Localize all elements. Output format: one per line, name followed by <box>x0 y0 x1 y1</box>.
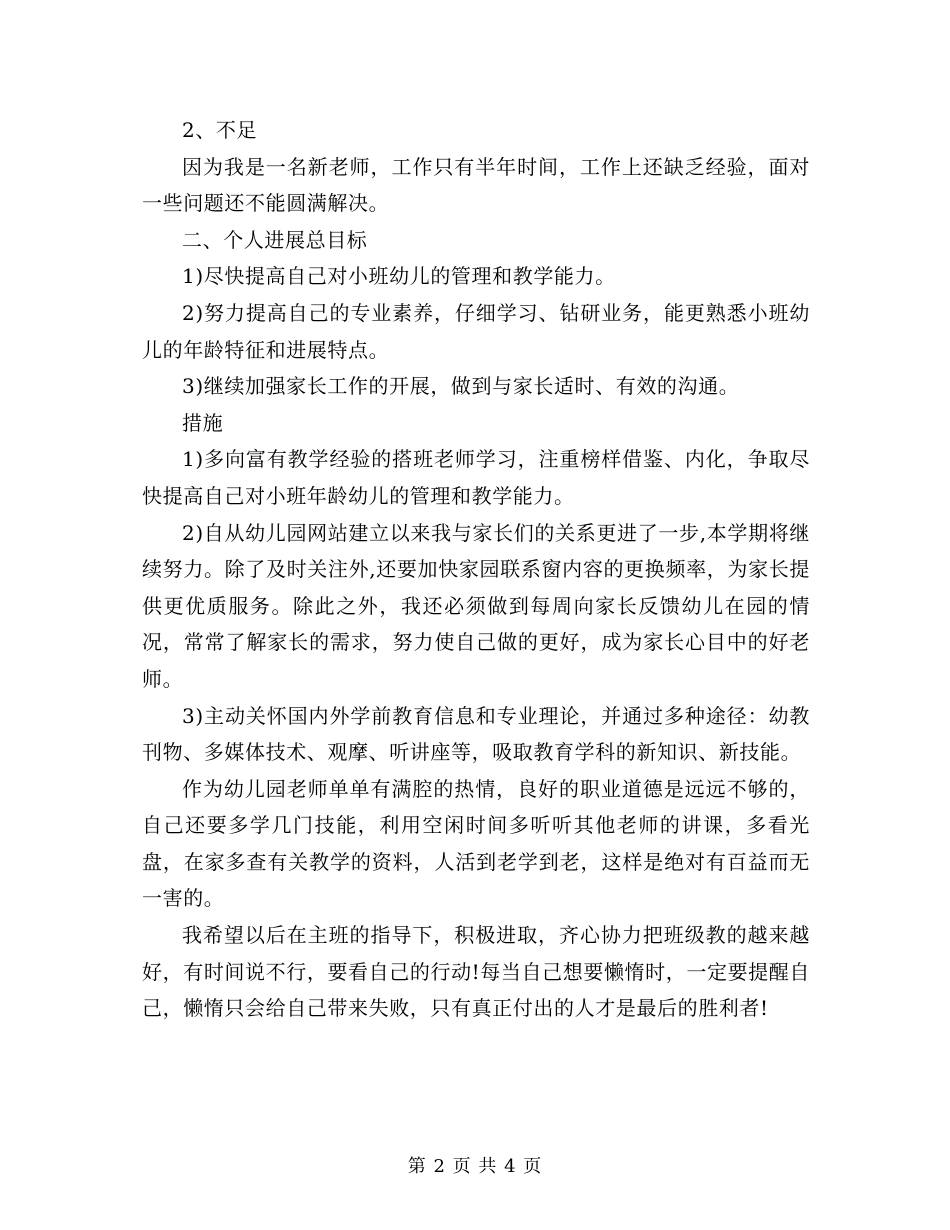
paragraph-section-goals: 二、个人进展总目标 <box>182 227 368 252</box>
paragraph-goal-2: 2)努力提高自己的专业素养，仔细学习、钻研业务，能更熟悉小班幼儿的年龄特征和进展特点。 <box>142 300 810 362</box>
page-number-footer: 第 2 页 共 4 页 <box>407 1156 543 1177</box>
paragraph-goal-3: 3)继续加强家长工作的开展，做到与家长适时、有效的沟通。 <box>182 374 740 399</box>
document-body <box>142 112 810 1027</box>
paragraph-goal-1: 1)尽快提高自己对小班幼儿的管理和教学能力。 <box>182 264 616 289</box>
paragraph-reflection: 作为幼儿园老师单单有满腔的热情，良好的职业道德是远远不够的，自己还要多学几门技能，利用空闲时间多听听其他老师的讲课，多看光盘，在家多查有关教学的资料，人活到老学到老，这样是绝对有百益而无一害的。 <box>142 776 810 911</box>
paragraph-measure-3: 3)主动关怀国内外学前教育信息和专业理论，并通过多种途径：幼教刊物、多媒体技术、观摩、听讲座等，吸取教育学科的新知识、新技能。 <box>142 703 810 765</box>
paragraph-deficiency-text: 因为我是一名新老师，工作只有半年时间，工作上还缺乏经验，面对一些问题还不能圆满解决。 <box>142 154 810 216</box>
paragraph-section-measures: 措施 <box>182 410 224 435</box>
paragraph-measure-1: 1)多向富有教学经验的搭班老师学习，注重榜样借鉴、内化，争取尽快提高自己对小班年龄幼儿的管理和教学能力。 <box>142 447 810 508</box>
paragraph-conclusion: 我希望以后在主班的指导下，积极进取，齐心协力把班级教的越来越好，有时间说不行，要看自己的行动!每当自己想要懒惰时，一定要提醒自己，懒惰只会给自己带来失败，只有真正付出的人才是最后的胜利者! <box>142 923 810 1021</box>
paragraph-measure-2: 2)自从幼儿园网站建立以来我与家长们的关系更进了一步,本学期将继续努力。除了及时关注外,还要加快家园联系窗内容的更换频率，为家长提供更优质服务。除此之外，我还必须做到每周向家长反馈幼儿在园的情况，常常了解家长的需求，努力使自己做的更好，成为家长心目中的好老师。 <box>142 520 810 691</box>
paragraph-section-deficiency: 2、不足 <box>182 118 258 142</box>
